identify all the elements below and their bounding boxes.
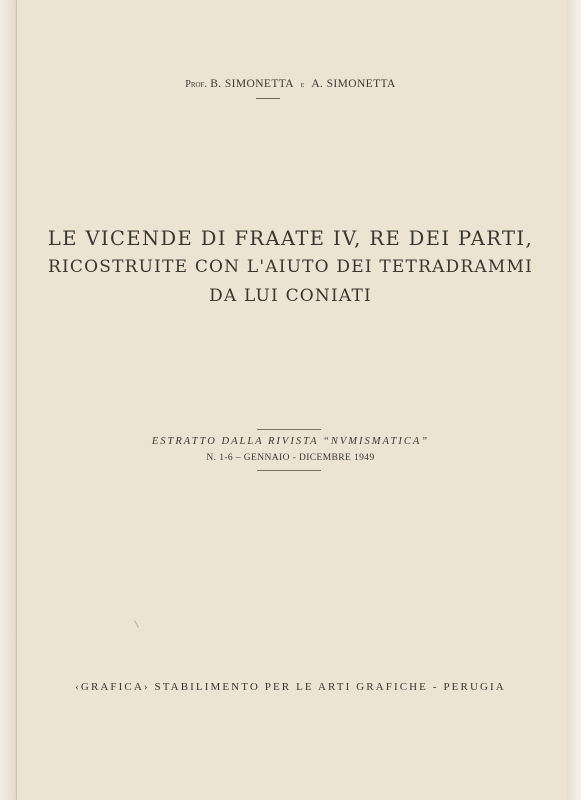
extract-issue: N. 1-6 – GENNAIO - DICEMBRE 1949 (206, 453, 375, 463)
printer-imprint: ‹GRAFICA› STABILIMENTO PER LE ARTI GRAFICHE - PERUGIA (75, 681, 506, 693)
extract-source: ESTRATTO DALLA RIVISTA “NVMISMATICA” (151, 436, 430, 447)
document-title (0, 224, 581, 311)
authors-underline (256, 98, 280, 99)
extract-rule-top (257, 429, 321, 430)
page-right-edge (567, 0, 581, 800)
title-line-2: RICOSTRUITE CON L'AIUTO DEI TETRADRAMMI (48, 257, 533, 277)
title-line-1: LE VICENDE DI FRAATE IV, RE DEI PARTI, (47, 227, 534, 250)
page-left-edge (0, 0, 16, 800)
authors-line (0, 78, 581, 90)
page-gutter (16, 0, 17, 800)
author-2: A. SIMONETTA (311, 78, 396, 90)
author-prefix: Prof. (185, 79, 207, 90)
cover-page (16, 0, 567, 800)
title-line-3: DA LUI CONIATI (209, 286, 372, 306)
author-conjunction: e (300, 79, 305, 89)
extract-rule-bottom (257, 470, 321, 471)
author-1: B. SIMONETTA (210, 78, 294, 90)
